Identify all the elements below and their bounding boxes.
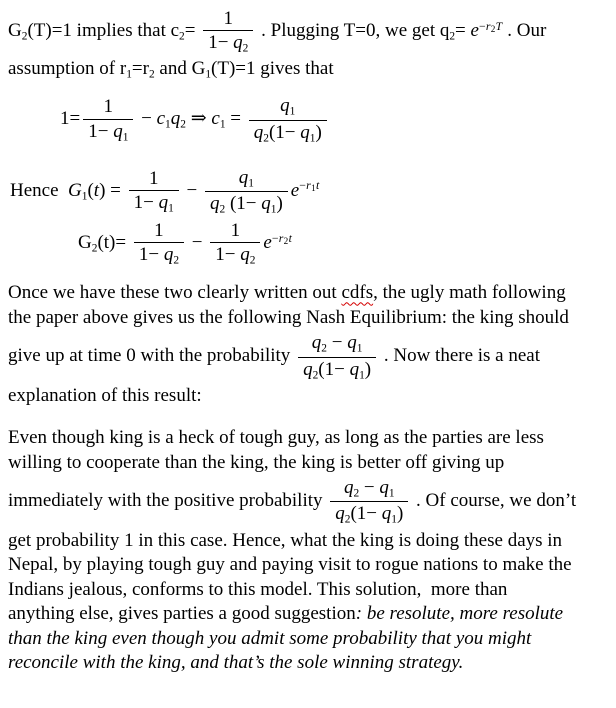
subscript: 1 — [165, 118, 171, 131]
fraction-denominator — [83, 120, 133, 144]
subscript: 2 — [179, 30, 185, 43]
text-run: ) — [364, 358, 372, 380]
italic-run: t — [93, 179, 100, 201]
text-run: ) — [396, 503, 404, 525]
italic-run: q — [261, 192, 271, 214]
equation-g2-line — [8, 218, 612, 269]
subscript: 2 — [148, 68, 155, 81]
text-run: 1− — [88, 120, 114, 142]
subscript: 2 — [353, 487, 360, 500]
paragraph-explanation-line — [8, 578, 612, 603]
subscript: 2 — [263, 131, 269, 144]
text-run: Even though king is a heck of tough guy, as long as the parties are less — [8, 427, 544, 449]
text-run: (1− — [225, 192, 262, 214]
subscript: 2 — [180, 118, 186, 131]
italic-run: t — [288, 231, 293, 245]
italic-run: q — [379, 477, 389, 499]
text-run: =r — [131, 58, 149, 80]
italic-run: r — [485, 19, 491, 33]
fraction-numerator — [129, 168, 179, 191]
subscript: 2 — [173, 254, 180, 267]
text-run: Indians jealous, conforms to this model. This solution, more than — [8, 578, 508, 600]
text-run: assumption of r — [8, 58, 127, 80]
text-run: , the ugly math following — [373, 282, 566, 304]
paragraph-nash-line — [8, 330, 612, 383]
fraction-denominator — [205, 192, 288, 216]
subscript: 1 — [391, 513, 397, 526]
equation-g1-line — [8, 165, 612, 218]
fraction-numerator — [210, 220, 260, 243]
text-run: = — [455, 20, 471, 42]
fraction-denominator — [298, 358, 376, 382]
text-run: 1 — [154, 220, 164, 242]
text-run: − — [136, 108, 157, 130]
text-run: = — [225, 108, 246, 130]
text-run: and G — [154, 58, 206, 80]
italic-run: e — [470, 20, 479, 42]
subscript: 1 — [219, 118, 226, 131]
text-run: (T)=1 gives that — [211, 58, 334, 80]
italic-run: than the king even though you admit some probability that you might — [8, 627, 532, 649]
text-run: 1− — [215, 244, 241, 266]
subscript: 2 — [91, 242, 98, 255]
italic-run: r — [306, 179, 312, 193]
text-run: (t)= — [97, 232, 131, 254]
fraction-denominator — [203, 31, 253, 55]
subscript: 2 — [283, 235, 289, 246]
text-run: − — [187, 232, 208, 254]
text-run: ⇒ — [185, 108, 212, 130]
paragraph-explanation-line — [8, 451, 612, 476]
text-run: ) = — [99, 179, 126, 201]
italic-run: t — [315, 179, 320, 193]
subscript: 2 — [344, 513, 351, 526]
italic-run: : be resolute, more resolute — [355, 603, 564, 625]
text-run: 1 — [148, 167, 159, 189]
subscript: 1 — [311, 183, 316, 194]
subscript: 1 — [289, 105, 296, 118]
text-run: 1= — [60, 108, 81, 130]
equation-c1 — [8, 93, 612, 146]
text-run: Once we have these two clearly written out — [8, 282, 342, 304]
italic-run: q — [349, 358, 360, 380]
fraction-denominator — [330, 502, 408, 526]
italic-run: q — [210, 192, 220, 214]
superscript — [299, 179, 319, 192]
paragraph-explanation-line — [8, 602, 612, 627]
text-run: − — [299, 179, 307, 193]
math-fraction — [203, 8, 253, 55]
superscript — [272, 232, 292, 245]
italic-run: q — [170, 108, 181, 130]
misspelled-word: cdfs — [341, 282, 374, 304]
italic-run: q — [158, 191, 169, 213]
subscript: 1 — [126, 68, 132, 81]
text-run: ( — [87, 179, 94, 201]
text-run: (1− — [318, 358, 350, 380]
subscript: 1 — [81, 190, 88, 203]
paragraph-setup-line — [8, 6, 612, 57]
text-run: = — [184, 20, 201, 42]
text-run: G — [78, 232, 92, 254]
text-run: 1− — [138, 244, 164, 266]
equation-g1 — [8, 165, 612, 218]
text-run: the paper above gives us the following Nash Equilibrium: the king should — [8, 306, 569, 328]
italic-run: G — [68, 179, 82, 201]
text-run: − — [271, 231, 279, 245]
italic-run: q — [381, 503, 392, 525]
fraction-numerator — [249, 95, 327, 120]
fraction-numerator — [83, 96, 133, 119]
text-run: (1− — [350, 503, 382, 525]
text-run: − — [359, 477, 380, 499]
paragraph-explanation-line — [8, 529, 612, 554]
italic-run: q — [335, 503, 345, 525]
equation-c1-line — [8, 93, 612, 146]
italic-run: T — [495, 19, 503, 33]
italic-run: q — [311, 332, 322, 354]
paragraph-explanation-line — [8, 475, 612, 528]
italic-run: q — [253, 121, 264, 143]
math-fraction — [134, 220, 184, 267]
italic-run: q — [347, 332, 357, 354]
math-fraction — [330, 477, 408, 526]
math-fraction — [210, 220, 260, 267]
math-fraction — [205, 167, 288, 216]
text-run: Hence — [10, 179, 69, 201]
fraction-denominator — [129, 191, 179, 215]
paragraph-explanation-line — [8, 651, 612, 676]
paragraph-nash — [8, 281, 612, 408]
paragraph-setup — [8, 6, 612, 87]
paragraph-explanation-line — [8, 426, 612, 451]
paragraph-nash-line — [8, 281, 612, 306]
text-run: − — [181, 179, 203, 201]
text-run: − — [478, 19, 486, 33]
subscript: 1 — [309, 131, 316, 144]
equation-g2 — [8, 218, 612, 269]
superscript — [479, 20, 503, 33]
subscript: 2 — [449, 30, 456, 43]
text-run: 1 — [230, 220, 241, 242]
italic-run: r — [278, 231, 284, 245]
text-run: give up at time 0 with the probability — [8, 345, 296, 367]
subscript: 1 — [388, 487, 395, 500]
italic-run: q — [238, 166, 249, 188]
text-run: (1− — [268, 121, 301, 143]
italic-run: q — [113, 120, 123, 142]
text-run: 1− — [208, 32, 234, 54]
text-run: ) — [276, 192, 283, 214]
subscript: 2 — [321, 342, 327, 355]
italic-run: q — [163, 244, 174, 266]
text-run: (T)=1 implies that c — [27, 20, 180, 42]
italic-run: q — [233, 32, 243, 54]
subscript: 1 — [356, 342, 363, 355]
text-run: 1− — [133, 191, 159, 213]
text-run: Nepal, by playing tough guy and paying visit to rogue nations to make the — [8, 554, 572, 576]
fraction-denominator — [249, 121, 327, 145]
subscript: 2 — [21, 30, 28, 43]
text-run: get probability 1 in this case. Hence, what the king is doing these days in — [8, 529, 563, 551]
italic-run: reconcile with the king, and that’s the sole winning strategy. — [8, 652, 464, 674]
subscript: 2 — [242, 42, 249, 55]
italic-run: q — [280, 95, 290, 117]
text-run: immediately with the positive probability — [8, 490, 328, 512]
text-run: . Now there is a neat — [379, 345, 541, 367]
italic-run: e — [290, 179, 300, 201]
italic-run: c — [156, 108, 166, 130]
fraction-denominator — [210, 243, 260, 267]
fraction-numerator — [134, 220, 184, 243]
paragraph-explanation-line — [8, 627, 612, 652]
fraction-numerator — [298, 332, 376, 357]
text-run: − — [326, 332, 348, 354]
paragraph-nash-line — [8, 384, 612, 409]
subscript: 2 — [219, 203, 226, 216]
subscript: 2 — [312, 369, 319, 382]
text-run: willing to cooperate than the king, the king is better off giving up — [8, 451, 505, 473]
fraction-numerator — [330, 477, 408, 502]
fraction-numerator — [205, 167, 288, 192]
italic-run: e — [263, 232, 272, 254]
text-run: 1 — [103, 96, 114, 118]
fraction-denominator — [134, 243, 184, 267]
italic-run: q — [343, 477, 354, 499]
paragraph-nash-line — [8, 306, 612, 331]
math-fraction — [83, 96, 133, 143]
math-fraction — [249, 95, 327, 144]
math-fraction — [298, 332, 376, 381]
text-run: G — [8, 20, 22, 42]
text-run: explanation of this result: — [8, 384, 202, 406]
paragraph-explanation-line — [8, 553, 612, 578]
text-run: ) — [315, 121, 322, 143]
text-run: . Of course, we don’t — [411, 490, 577, 512]
subscript: 2 — [490, 23, 496, 34]
italic-run: q — [300, 121, 310, 143]
subscript: 1 — [205, 68, 212, 81]
text-run: . Our — [502, 20, 547, 42]
math-fraction — [129, 168, 179, 215]
subscript: 1 — [248, 177, 254, 190]
subscript: 1 — [168, 202, 174, 215]
text-run: anything else, gives parties a good suggestion — [8, 603, 356, 625]
text-run: . Plugging T=0, we get q — [256, 20, 450, 42]
paragraph-explanation — [8, 426, 612, 675]
fraction-numerator — [203, 8, 253, 31]
subscript: 1 — [122, 130, 129, 143]
italic-run: q — [240, 244, 250, 266]
subscript: 1 — [270, 203, 277, 216]
italic-run: q — [303, 358, 313, 380]
subscript: 1 — [359, 369, 365, 382]
text-run: 1 — [223, 8, 234, 29]
subscript: 2 — [249, 254, 256, 267]
paragraph-setup-line — [8, 57, 612, 87]
italic-run: c — [211, 108, 220, 130]
